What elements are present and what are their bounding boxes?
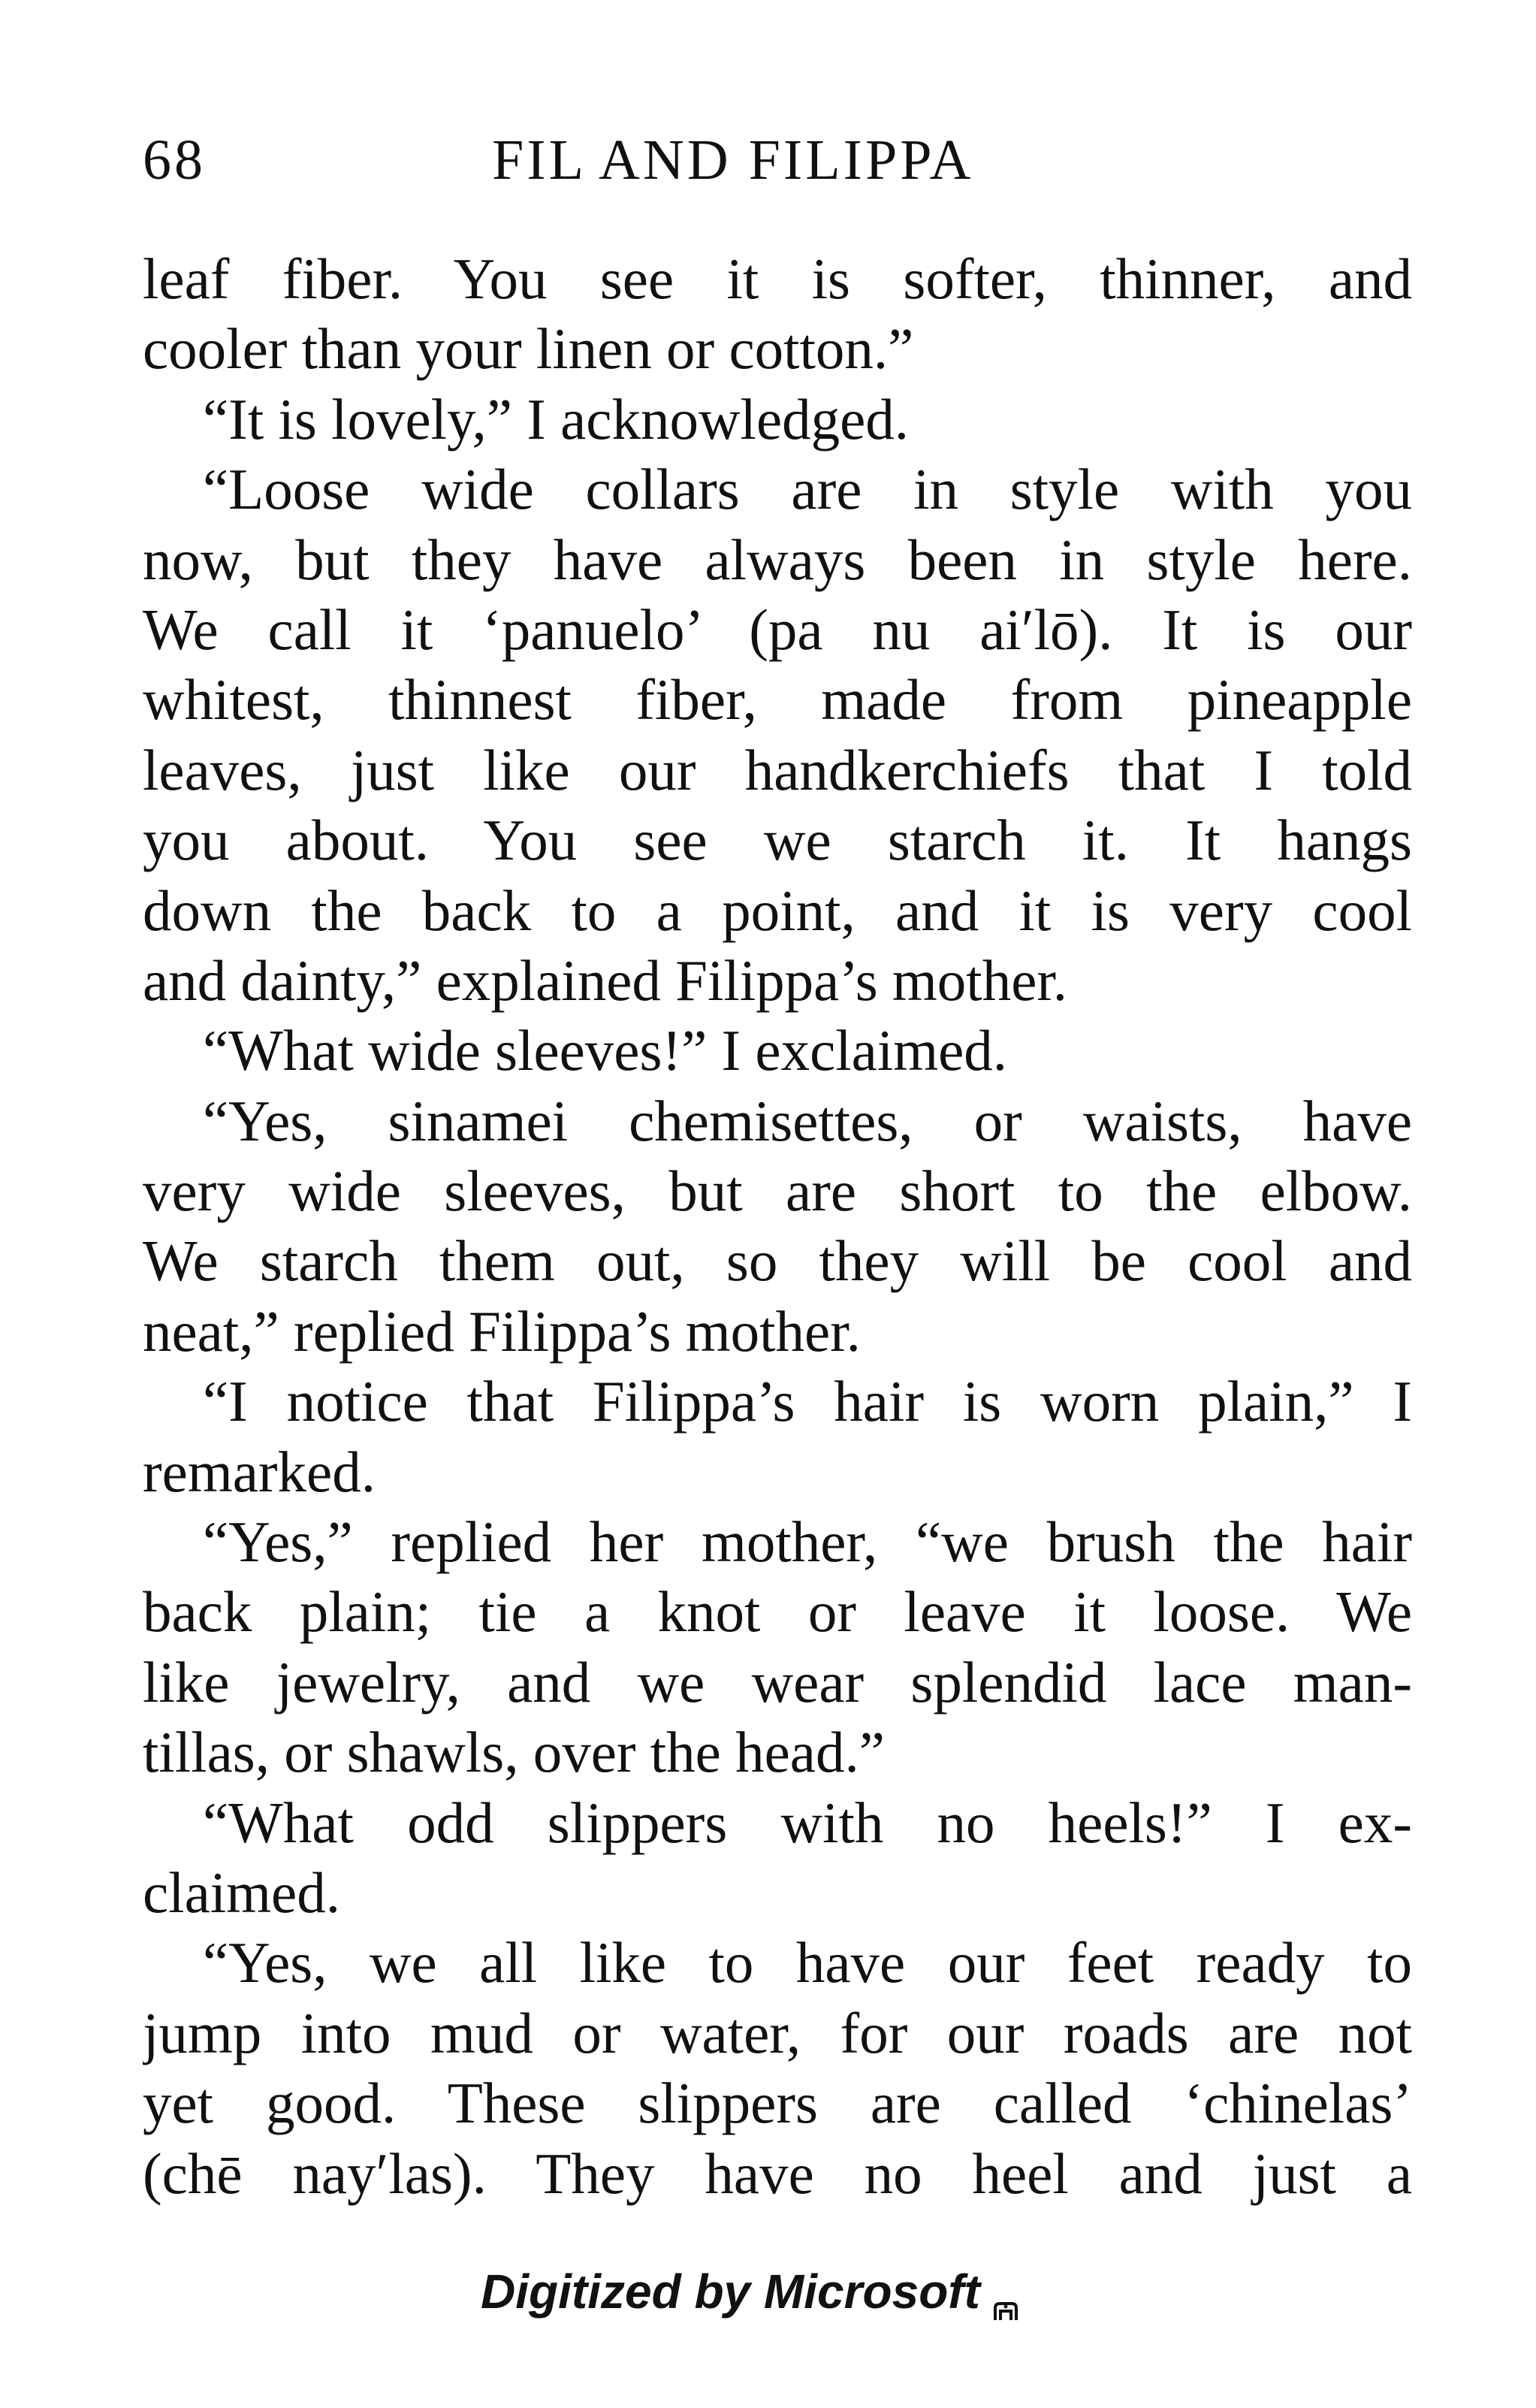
text-line: now, but they have always been in style here. — [143, 527, 1412, 592]
text-line: “Loose wide collars are in style with you — [203, 457, 1412, 522]
text-line: you about. You see we starch it. It hangs — [143, 808, 1412, 873]
text-line: back plain; tie a knot or leave it loose. We — [143, 1579, 1412, 1645]
text-line: “What odd slippers with no heels!” I ex- — [203, 1790, 1412, 1855]
text-line: tillas, or shawls, over the head.” — [143, 1720, 885, 1785]
text-line: down the back to a point, and it is very cool — [143, 878, 1412, 943]
text-line: (chē nay′las). They have no heel and just a — [143, 2141, 1412, 2206]
watermark-text: Digitized by Microsoft — [481, 2264, 980, 2319]
text-line: and dainty,” explained Filippa’s mother. — [143, 947, 1068, 1013]
text-line: cooler than your linen or cotton.” — [143, 316, 914, 382]
text-line: whitest, thinnest fiber, made from pineapple — [143, 667, 1412, 733]
text-line: “Yes, sinamei chemisettes, or waists, have — [203, 1088, 1412, 1153]
text-line: yet good. These slippers are called ‘chinelas’ — [143, 2071, 1412, 2136]
page-number: 68 — [143, 128, 206, 192]
running-title: FIL AND FILIPPA — [492, 128, 974, 192]
text-line: We starch them out, so they will be cool and — [143, 1228, 1412, 1294]
text-line: neat,” replied Filippa’s mother. — [143, 1298, 861, 1364]
running-head — [143, 128, 1412, 210]
text-line: leaves, just like our handkerchiefs that I told — [143, 737, 1412, 802]
text-line: “I notice that Filippa’s hair is worn plain,” I — [203, 1369, 1412, 1434]
text-line: “It is lovely,” I acknowledged. — [203, 386, 910, 452]
text-line: like jewelry, and we wear splendid lace man- — [143, 1649, 1412, 1715]
text-line: jump into mud or water, for our roads are not — [143, 2000, 1412, 2065]
text-line: “Yes,” replied her mother, “we brush the hair — [203, 1509, 1412, 1575]
text-line: We call it ‘panuelo’ (pa nu ai′lō). It is our — [143, 597, 1412, 662]
text-line: “Yes, we all like to have our feet ready to — [203, 1930, 1412, 1996]
text-line: very wide sleeves, but are short to the elbow. — [143, 1159, 1412, 1224]
text-line: leaf fiber. You see it is softer, thinner, and — [143, 246, 1412, 311]
microsoft-logo-icon — [991, 2283, 1021, 2313]
digitization-watermark — [481, 2258, 1021, 2325]
text-line: “What wide sleeves!” I exclaimed. — [203, 1018, 1008, 1083]
text-line: remarked. — [143, 1439, 376, 1504]
body-text — [143, 244, 1412, 2209]
text-line: claimed. — [143, 1860, 340, 1925]
